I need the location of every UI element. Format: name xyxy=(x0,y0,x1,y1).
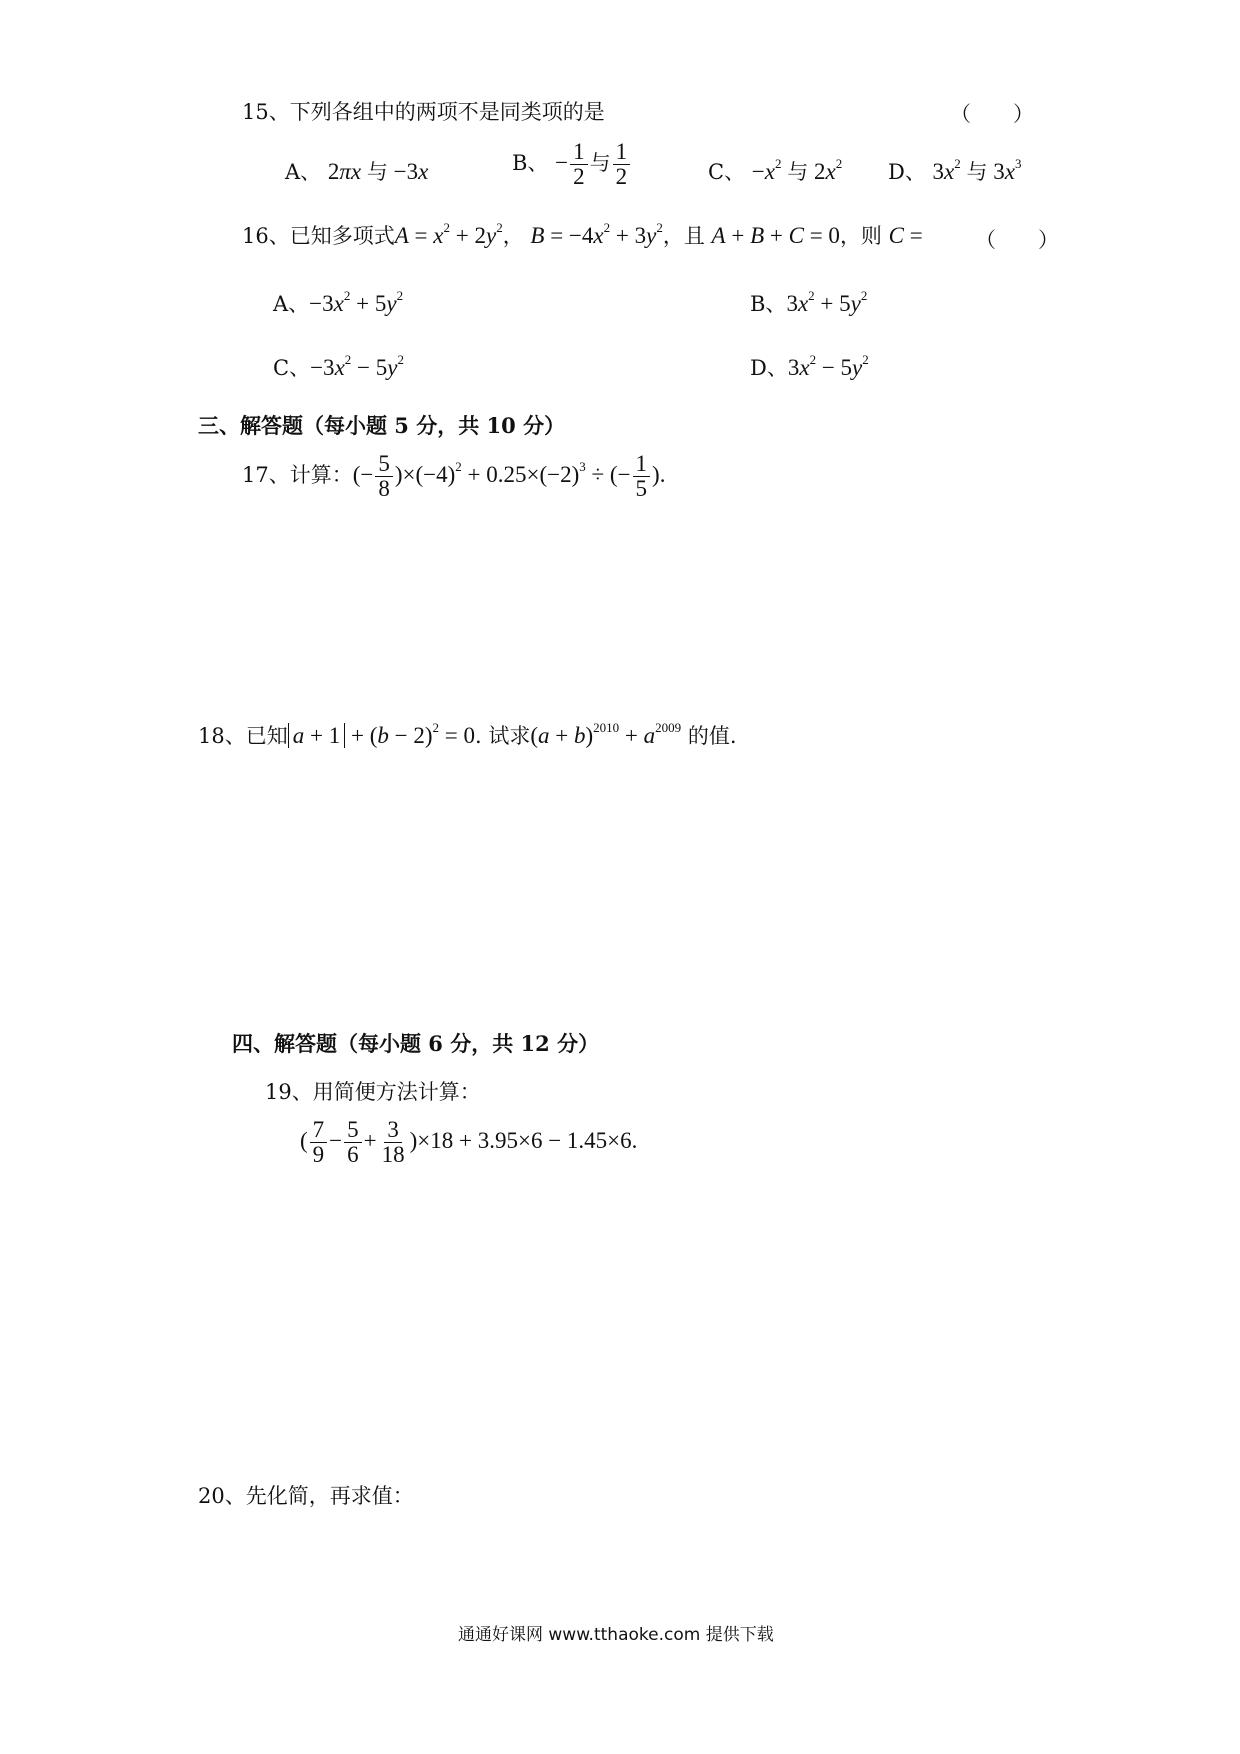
q16-option-d: D、$3x^2 - 5y^2$ xyxy=(750,352,869,380)
section-3-heading: 三、解答题（每小题 5 分，共 10 分） xyxy=(198,413,566,438)
section-4-heading: 四、解答题（每小题 6 分，共 12 分） xyxy=(232,1031,600,1056)
q19-stem: 19、用简便方法计算： xyxy=(265,1080,481,1104)
q18: 18、已知 $a + 1 + (b - 2)^2 = 0$. 试求$(a + b)^{2010} + a^{2009}$ 的值. xyxy=(198,720,737,748)
q15-answer-paren: （ ） xyxy=(950,102,1034,126)
q15-option-b: B、 − $\frac{1}{2}$ 与 $\frac{1}{2}$ xyxy=(512,140,632,189)
q17: 17、计算：(− $\frac{5}{8}$ )$\times(-4)^2 + 0.25\times(-2)^3$ ÷ (− $\frac{1}{5}$ ). xyxy=(242,451,666,502)
q16-option-a: A、$-3x^2 + 5y^2$ xyxy=(273,288,404,316)
q16-option-c: C、$-3x^2 - 5y^2$ xyxy=(273,352,404,380)
q15-option-c: C、 $-x^2$ 与 $2x^2$ xyxy=(708,156,843,184)
q16-answer-paren: （ ） xyxy=(975,228,1059,252)
q20-stem: 20、先化简，再求值： xyxy=(198,1484,414,1508)
q16-option-b: B、$3x^2 + 5y^2$ xyxy=(750,288,868,316)
q15-stem: 15、下列各组中的两项不是同类项的是 xyxy=(242,100,605,124)
page-footer: 通通好课网 www.tthaoke.com 提供下载 xyxy=(458,1625,774,1645)
q16-stem: 16、已知多项式$A = x^2 + 2y^2$， $B = -4x^2 + 3y^2$，且 A + B + C = 0，则 C = xyxy=(242,220,923,248)
q19-expression: ( $\frac{7}{9}$ − $\frac{5}{6}$ + $\frac{3}{18}$ )×18 + 3.95×6 − 1.45×6. xyxy=(300,1117,638,1168)
q15-option-d: D、 $3x^2$ 与 $3x^3$ xyxy=(888,156,1022,184)
q15-option-a: A、 2πx 与 −3x xyxy=(285,159,429,184)
